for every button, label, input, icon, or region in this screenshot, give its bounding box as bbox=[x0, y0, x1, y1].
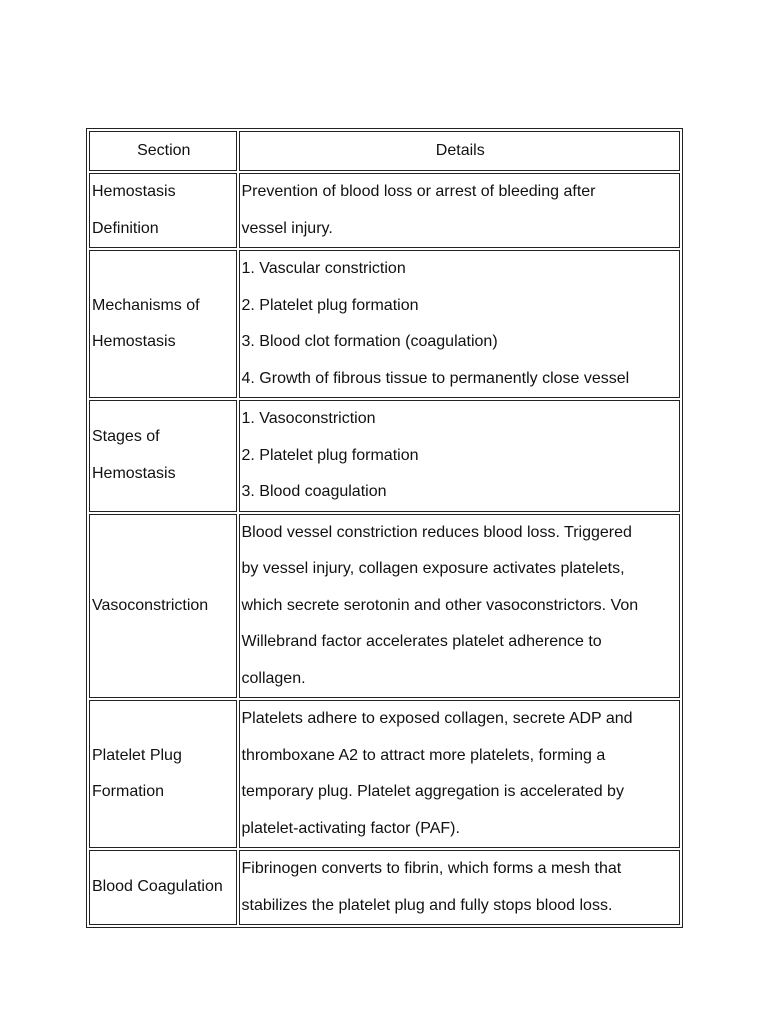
column-header-section: Section bbox=[89, 131, 237, 171]
section-cell bbox=[89, 700, 237, 848]
section-text: Mechanisms of bbox=[92, 296, 200, 314]
section-text: Stages of bbox=[92, 428, 160, 446]
section-text: Hemostasis bbox=[92, 183, 176, 200]
section-text: Blood Coagulation bbox=[92, 878, 223, 896]
details-text: temporary plug. Platelet aggregation is accelerated by bbox=[241, 783, 624, 800]
table-row bbox=[89, 514, 680, 699]
details-text: 3. Blood clot formation (coagulation) bbox=[241, 333, 498, 350]
table-row bbox=[89, 173, 680, 248]
table-row bbox=[89, 850, 680, 925]
table-row bbox=[89, 700, 680, 848]
details-text: vessel injury. bbox=[241, 219, 333, 237]
table-row bbox=[89, 400, 680, 512]
details-text: thromboxane A2 to attract more platelets, forming a bbox=[241, 746, 606, 764]
section-cell bbox=[89, 850, 237, 925]
details-cell bbox=[239, 250, 681, 398]
details-text: 2. Platelet plug formation bbox=[241, 296, 419, 314]
column-header-details: Details bbox=[239, 131, 681, 171]
details-text: Blood vessel constriction reduces blood loss. Triggered bbox=[241, 523, 632, 541]
details-text: Fibrinogen converts to fibrin, which forms a mesh that bbox=[241, 860, 622, 877]
section-text: Platelet Plug bbox=[92, 746, 182, 764]
details-text: which secrete serotonin and other vasoconstrictors. Von bbox=[241, 596, 639, 614]
details-text: collagen. bbox=[241, 669, 306, 687]
section-text: Formation bbox=[92, 783, 165, 800]
details-text: stabilizes the platelet plug and fully stops blood loss. bbox=[241, 896, 613, 914]
details-text: 4. Growth of fibrous tissue to permanently close vessel bbox=[241, 369, 630, 387]
details-cell bbox=[239, 700, 681, 848]
section-cell bbox=[89, 400, 237, 512]
details-text: platelet-activating factor (PAF). bbox=[241, 819, 460, 837]
section-text: Vasoconstriction bbox=[92, 596, 209, 614]
details-cell bbox=[239, 173, 681, 248]
details-cell bbox=[239, 400, 681, 512]
section-text: Definition bbox=[92, 219, 159, 237]
details-cell bbox=[239, 850, 681, 925]
details-text: Prevention of blood loss or arrest of bleeding after bbox=[241, 183, 596, 200]
details-text: Willebrand factor accelerates platelet adherence to bbox=[241, 633, 602, 650]
table-row bbox=[89, 250, 680, 398]
details-text: by vessel injury, collagen exposure activates platelets, bbox=[241, 560, 625, 577]
table-header-row bbox=[89, 131, 680, 171]
section-text: Hemostasis bbox=[92, 333, 176, 350]
details-cell bbox=[239, 514, 681, 699]
details-text: 3. Blood coagulation bbox=[241, 483, 387, 500]
section-cell bbox=[89, 250, 237, 398]
content-table bbox=[86, 128, 683, 928]
section-cell bbox=[89, 514, 237, 699]
details-text: Platelets adhere to exposed collagen, secrete ADP and bbox=[241, 710, 633, 727]
details-text: 2. Platelet plug formation bbox=[241, 446, 419, 464]
section-text: Hemostasis bbox=[92, 464, 176, 482]
details-text: 1. Vasoconstriction bbox=[241, 410, 376, 427]
details-text: 1. Vascular constriction bbox=[241, 260, 406, 277]
section-cell bbox=[89, 173, 237, 248]
